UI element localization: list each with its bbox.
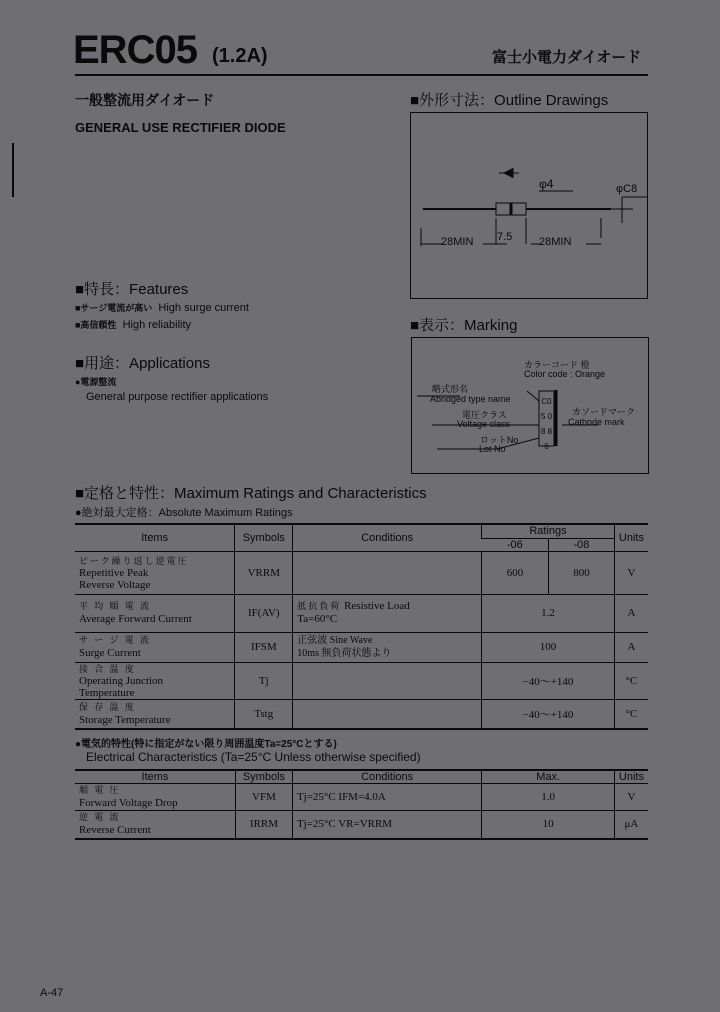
item-en: Surge Current: [79, 647, 141, 659]
color-code-en: Color code : Orange: [524, 369, 606, 379]
subtitle-jp: 一般整流用ダイオード: [75, 92, 215, 108]
header-max: Max.: [482, 770, 615, 784]
outline-drawing-box: [410, 112, 648, 299]
table-header-row: [75, 770, 648, 784]
value-08: 800: [548, 551, 614, 594]
unit: A: [614, 594, 648, 632]
feature-en: High surge current: [158, 302, 249, 314]
diode-outline-drawing: [411, 113, 647, 298]
header-conditions: Conditions: [292, 770, 481, 784]
item-en: Forward Voltage Drop: [79, 797, 178, 809]
application-jp: ●電源整流: [75, 377, 117, 387]
table-row: [75, 662, 648, 699]
unit: μA: [614, 811, 648, 839]
cathode-mark-en: Cathode mark: [568, 417, 625, 427]
value-06: 600: [482, 551, 549, 594]
header-08: -08: [548, 538, 614, 551]
series-name: 富士小電力ダイオード: [492, 49, 642, 66]
symbol: Tstg: [235, 699, 293, 729]
condition: Ta=60°C: [297, 613, 338, 625]
condition-jp: 抵抗負荷: [297, 601, 342, 611]
item-jp: サ ー ジ 電 流: [79, 635, 152, 645]
table-row: [75, 632, 648, 662]
table-row: [75, 551, 648, 594]
item-jp: 順 電 圧: [79, 785, 121, 795]
features-title: ■特長：Features: [75, 281, 189, 298]
value: 100: [482, 632, 615, 662]
symbol: Tj: [235, 662, 293, 699]
feature-item: [75, 318, 191, 331]
table-row: [75, 699, 648, 729]
unit: V: [614, 551, 648, 594]
type-name-en: Abridged type name: [430, 394, 511, 404]
value: 1.2: [482, 594, 615, 632]
condition: Tj=25°C VR=VRRM: [292, 811, 481, 839]
item-jp: ピーク繰り返し逆電圧: [79, 555, 189, 566]
ratings-subtitle: ●絶対最大定格：Absolute Maximum Ratings: [75, 507, 293, 519]
table-row: [75, 594, 648, 632]
symbol: IRRM: [235, 811, 292, 839]
electrical-title-jp: ●電気的特性(特に指定がない限り周囲温度Ta=25°Cとする): [75, 739, 337, 750]
unit: °C: [614, 662, 648, 699]
applications-title: ■用途：Applications: [75, 355, 210, 372]
symbol: VFM: [235, 784, 292, 811]
table-row: [75, 784, 648, 811]
condition: 10ms 無負荷状態より: [297, 648, 392, 659]
max-value: 1.0: [482, 784, 615, 811]
value: −40〜+140: [482, 699, 615, 729]
condition: Tj=25°C IFM=4.0A: [292, 784, 481, 811]
body-length: 7.5: [497, 231, 513, 243]
marking-box: [411, 337, 649, 474]
header-items: Items: [141, 531, 169, 544]
current-rating: (1.2A): [212, 45, 268, 67]
voltage-class-en: Voltage class: [457, 419, 511, 429]
symbol: IFSM: [235, 632, 293, 662]
symbol: IF(AV): [235, 594, 293, 632]
electrical-table: [75, 769, 648, 840]
max-value: 10: [482, 811, 615, 839]
header-items: Items: [141, 771, 169, 783]
part-number: ERC05: [73, 28, 197, 72]
item-en: Repetitive Peak: [79, 566, 149, 579]
item-en: Reverse Voltage: [79, 578, 151, 591]
max-ratings-table: [75, 523, 648, 730]
unit: V: [614, 784, 648, 811]
application-en: General purpose rectifier applications: [86, 391, 269, 403]
margin-mark: [12, 143, 14, 197]
voltage-class-jp: 電圧クラス: [462, 410, 507, 420]
header-units: Units: [614, 770, 648, 784]
condition: Sine Wave: [329, 635, 373, 646]
lot-no-jp: ロットNo: [480, 435, 519, 445]
subtitle-en: GENERAL USE RECTIFIER DIODE: [75, 120, 286, 135]
table-row: [75, 811, 648, 839]
cathode-mark-jp: カソードマーク: [572, 407, 636, 417]
ratings-title: ■定格と特性：Maximum Ratings and Characteristics: [75, 485, 427, 502]
item-en: Operating Junction: [79, 674, 164, 687]
lot-no-en: Lot No: [479, 444, 506, 454]
header-06: -06: [506, 538, 523, 551]
header-ratings: Ratings: [482, 524, 615, 538]
color-code-jp: カラーコード 橙: [524, 360, 590, 370]
item-jp: 接 合 温 度: [79, 663, 136, 674]
diode-body-marking: C05 08 86: [540, 397, 553, 451]
feature-jp: ■高信頼性: [75, 320, 117, 330]
type-name-jp: 略式形名: [432, 384, 469, 394]
electrical-title-en: Electrical Characteristics (Ta=25°C Unless otherwise specified): [86, 750, 421, 764]
lead-diameter: φC8: [616, 183, 638, 195]
item-jp: 平 均 順 電 流: [79, 601, 152, 611]
table-header-row: [75, 524, 648, 538]
unit: A: [614, 632, 648, 662]
lead-right-length: 28MIN: [539, 236, 572, 248]
condition-jp: 正弦波: [297, 635, 328, 646]
item-en: Average Forward Current: [79, 613, 192, 625]
outline-title: ■外形寸法：Outline Drawings: [410, 92, 609, 109]
body-diameter: φ4: [539, 177, 554, 191]
feature-jp: ■サージ電流が高い: [75, 303, 153, 313]
item-jp: 逆 電 流: [79, 812, 121, 823]
feature-en: High reliability: [122, 319, 192, 331]
item-en: Reverse Current: [79, 824, 151, 837]
page-number: A-47: [40, 987, 64, 999]
header-units: Units: [614, 524, 648, 551]
item-jp: 保 存 温 度: [79, 701, 136, 712]
header-conditions: Conditions: [293, 524, 482, 551]
marking-title: ■表示：Marking: [410, 317, 518, 334]
item-en: Temperature: [79, 686, 135, 699]
lead-left-length: 28MIN: [441, 236, 474, 248]
value: −40〜+140: [482, 662, 615, 699]
header-symbols: Symbols: [235, 770, 292, 784]
feature-item: [75, 301, 249, 314]
condition: Resistive Load: [344, 600, 410, 612]
unit: °C: [614, 699, 648, 729]
symbol: VRRM: [235, 551, 293, 594]
item-en: Storage Temperature: [79, 713, 171, 726]
header-symbols: Symbols: [235, 524, 293, 551]
header-rule: [75, 74, 648, 76]
